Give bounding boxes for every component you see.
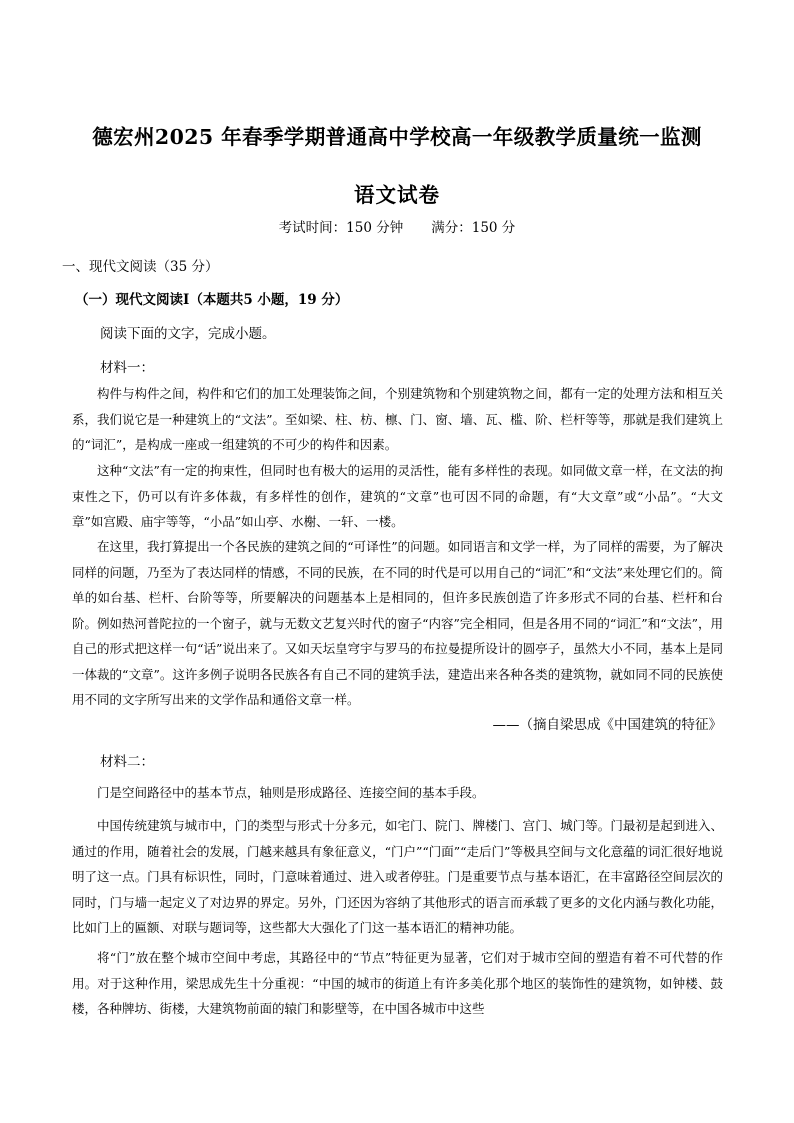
subsection-heading: （一）现代文阅读Ⅰ（本题共5 小题，19 分） [75, 292, 349, 308]
material-2-paragraph: 中国传统建筑与城市中，门的类型与形式十分多元，如宅门、院门、牌楼门、宫门、城门等。门最初是起到进入、通过的作用，随着社会的发展，门越来越具有象征意义，“门户”“门面”“走后门”等极具空间与文化意蕴的词汇很好地说明了这一点。门具有标识性，同时，门意味着通过、进入或者停驻。门是重要节点与基本语汇，在丰富路径空间层次的同时，门与墙一起定义了对边界的界定。另外，门还因为容纳了其他形式的语言而承载了更多的文化内涵与教化功能，比如门上的匾额、对联与题词等，这些都大大强化了门这一基本语汇的精神功能。 [72, 818, 723, 935]
material-2-paragraph: 将“门”放在整个城市空间中考虑，其路径中的“节点”特征更为显著，它们对于城市空间的塑造有着不可代替的作用。对于这种作用，梁思成先生十分重视：“中国的城市的街道上有许多美化那个地区的装饰性的建筑物，如钟楼、鼓楼，各种牌坊、街楼，大建筑物前面的辕门和影壁等，在中国各城市中这些 [72, 950, 723, 1016]
exam-time: 考试时间：150 分钟 [278, 220, 404, 236]
material-1-paragraph: 这种“文法”有一定的拘束性，但同时也有极大的运用的灵活性，能有多样性的表现。如同做文章一样，在文法的拘束性之下，仍可以有许多体裁，有多样性的创作，建筑的“文章”也可因不同的命题，有“大文章”或“小品”。“大文章”如宫殿、庙宇等等，“小品”如山亭、水榭、一轩、一楼。 [72, 463, 723, 529]
exam-score: 满分：150 分 [431, 220, 516, 236]
exam-subtitle: 语文试卷 [354, 183, 440, 207]
material-2-label: 材料二： [100, 754, 154, 770]
exam-title: 德宏州2025 年春季学期普通高中学校高一年级教学质量统一监测 [92, 125, 702, 149]
exam-meta [0, 216, 794, 236]
material-1-source: ——（摘自梁思成《中国建筑的特征》 [492, 717, 722, 733]
reading-instruction: 阅读下面的文字，完成小题。 [100, 326, 276, 342]
section-heading: 一、现代文阅读（35 分） [62, 259, 219, 275]
material-1-label: 材料一： [100, 360, 154, 376]
material-1-paragraph: 在这里，我打算提出一个各民族的建筑之间的“可译性”的问题。如同语言和文学一样，为了同样的需要，为了解决同样的问题，乃至为了表达同样的情感，不同的民族，在不同的时代是可以用自己的“词汇”和“文法”来处理它们的。简单的如台基、栏杆、台阶等等，所要解决的问题基本上是相同的，但许多民族创造了许多形式不同的台基、栏杆和台阶。例如热河普陀拉的一个窗子，就与无数文艺复兴时代的窗子“内容”完全相同，但是各用不同的“词汇”和“文法”，用自己的形式把这样一句“话”说出来了。又如天坛皇穹宇与罗马的布拉曼提所设计的圆亭子，虽然大小不同，基本上是同一体裁的“文章”。这许多例子说明各民族各有自己不同的建筑手法，建造出来各种各类的建筑物，就如同不同的民族使用不同的文字所写出来的文学作品和通俗文章一样。 [72, 539, 723, 707]
material-2-paragraph: 门是空间路径中的基本节点，轴则是形成路径、连接空间的基本手段。 [97, 785, 485, 800]
material-1-paragraph: 构件与构件之间，构件和它们的加工处理装饰之间，个别建筑物和个别建筑物之间，都有一定的处理方法和相互关系，我们说它是一种建筑上的“文法”。至如梁、柱、枋、檩、门、窗、墙、瓦、槛、阶、栏杆等等，那就是我们建筑上的“词汇”，是构成一座或一组建筑的不可少的构件和因素。 [72, 386, 723, 452]
